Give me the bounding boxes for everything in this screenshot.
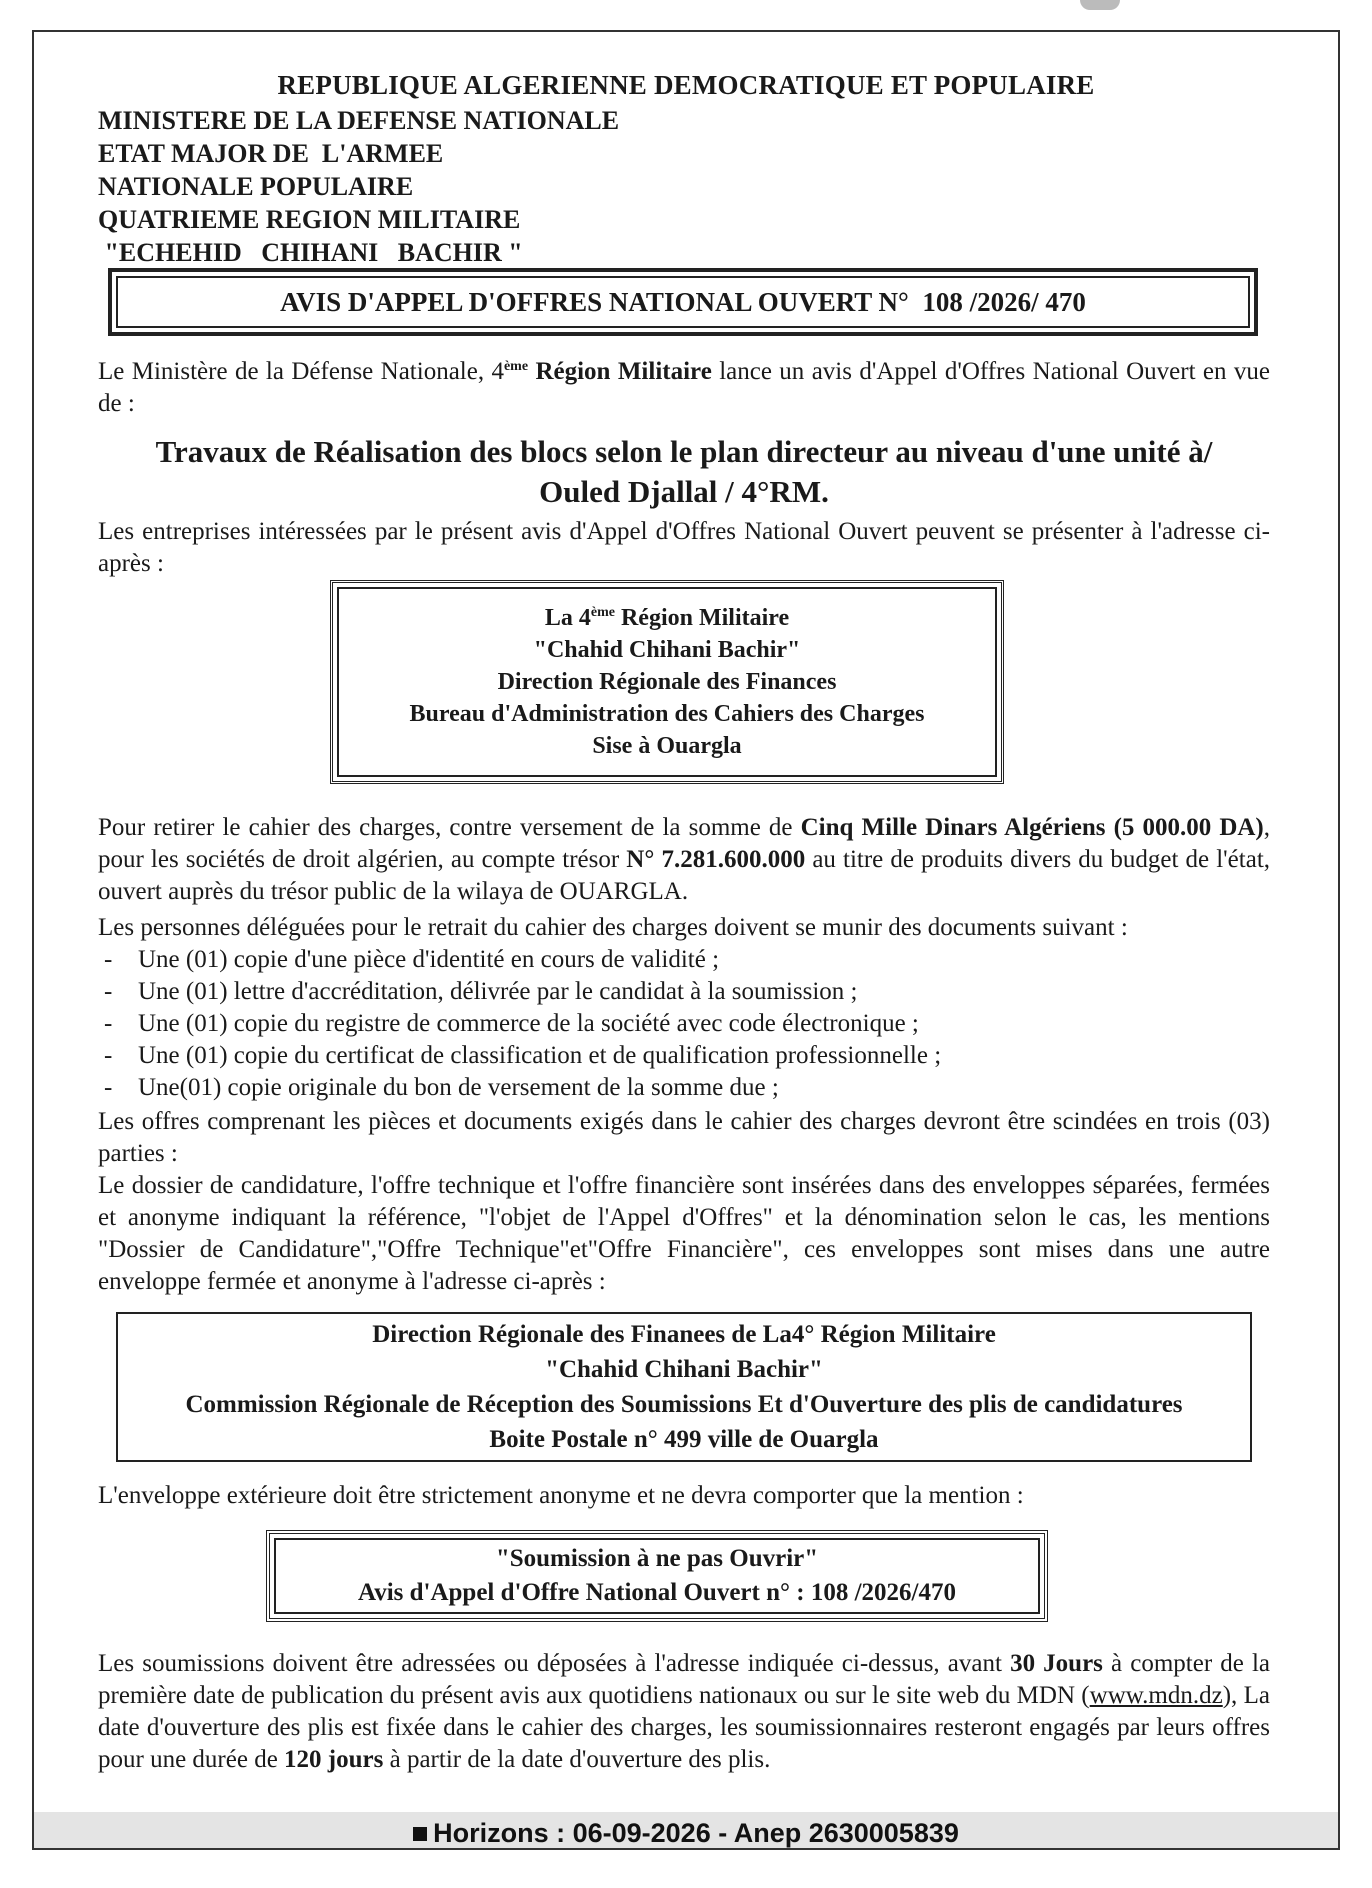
mdn-website-link[interactable]: www.mdn.dz (1089, 1682, 1223, 1709)
intro-sup: ème (503, 359, 529, 374)
address-box-content (337, 587, 997, 777)
address-line: "Chahid Chihani Bachir" (533, 637, 801, 663)
header-line: ETAT MAJOR DE L'ARMEE (98, 139, 444, 168)
commission-line: Commission Régionale de Réception des Soumissions Et d'Ouverture des plis de candidatures (185, 1391, 1183, 1418)
address-box (330, 580, 1004, 784)
mention-box (266, 1530, 1048, 1622)
ministry-header (98, 104, 619, 269)
header-line: MINISTERE DE LA DEFENSE NATIONALE (98, 106, 620, 135)
address-line: Bureau d'Administration des Cahiers des Charges (409, 701, 925, 727)
commission-box (116, 1312, 1252, 1462)
address-text: La 4 (544, 605, 591, 631)
list-item: - Une (01) lettre d'accréditation, délivrée par le candidat à la soumission ; (98, 976, 1270, 1008)
address-intro: Les entreprises intéressées par le présent avis d'Appel d'Offres National Ouvert peuvent se présenter à l'adresse ci-après : (98, 518, 1270, 577)
address-sup: ème (590, 605, 615, 620)
documents-list (98, 944, 1270, 1104)
header-line: QUATRIEME REGION MILITAIRE (98, 205, 521, 234)
delegates-intro: Les personnes déléguées pour le retrait du cahier des charges doivent se munir des documents suivant : (98, 914, 1128, 941)
intro-region: Région Militaire (535, 358, 712, 385)
republic-heading: REPUBLIQUE ALGERIENNE DEMOCRATIQUE ET POPULAIRE (277, 70, 1095, 100)
list-item: - Une (01) copie du registre de commerce de la société avec code électronique ; (98, 1008, 1270, 1040)
intro-paragraph (98, 356, 1270, 420)
footer-text: Horizons : 06-09-2026 - Anep 2630005839 (433, 1818, 959, 1848)
payment-text: au titre de produits divers du budget de l'état, ouvert auprès du trésor public de la wilaya de OUARGLA. (98, 846, 1271, 905)
address-line: Sise à Ouargla (592, 733, 742, 759)
scan-artifact (1080, 0, 1120, 10)
address-line: Direction Régionale des Finances (497, 669, 837, 695)
payment-amount-words: Cinq Mille Dinars Algériens (800, 814, 1106, 841)
commission-line: Boite Postale n° 499 ville de Ouargla (489, 1426, 879, 1453)
tender-title-prefix: AVIS D'APPEL D'OFFRES NATIONAL OUVERT N° (280, 286, 909, 317)
mention-line: Avis d'Appel d'Offre National Ouvert n° : 108 /2026/470 (358, 1579, 956, 1606)
documents-section (98, 912, 1270, 1104)
tender-title (116, 276, 1250, 328)
tender-number: 108 /2026/ 470 (922, 286, 1086, 317)
address-text: Région Militaire (620, 605, 790, 631)
subject-line: Ouled Djallal / 4°RM. (539, 474, 829, 509)
commission-line: Direction Régionale des Finanees de La4° Région Militaire (372, 1321, 996, 1348)
address-line (545, 602, 789, 634)
intro-text: Le Ministère de la Défense Nationale, 4 (98, 358, 504, 385)
list-item: - Une (01) copie du certificat de classification et de qualification professionnelle ; (98, 1040, 1270, 1072)
payment-text: , pour les sociétés de droit algérien, au compte trésor (98, 814, 1271, 873)
payment-text: Pour retirer le cahier des charges, contre versement de la somme de (98, 814, 793, 841)
offers-paragraph: Les offres comprenant les pièces et documents exigés dans le cahier des charges devront être scindées en trois (03) parties : (98, 1108, 1270, 1167)
commission-line: "Chahid Chihani Bachir" (545, 1356, 823, 1383)
list-item: - Une(01) copie originale du bon de versement de la somme due ; (98, 1072, 1270, 1104)
mention-line: "Soumission à ne pas Ouvrir" (495, 1545, 819, 1572)
payment-paragraph (98, 812, 1270, 908)
deadline-days: 30 Jours (1010, 1650, 1103, 1677)
mention-box-content (274, 1538, 1040, 1614)
intro-text-end: lance un avis d'Appel d'Offres National Ouvert en vue de : (98, 358, 1270, 417)
list-item: - Une (01) copie d'une pièce d'identité en cours de validité ; (98, 944, 1270, 976)
tender-title-box (108, 268, 1258, 336)
header-line: NATIONALE POPULAIRE (98, 172, 414, 201)
final-text: Les soumissions doivent être adressées ou déposées à l'adresse indiquée ci-dessus, avant (98, 1650, 1002, 1677)
tender-subject (98, 432, 1270, 512)
final-text: à compter de la première date de publication du présent avis aux quotidiens nationaux ou sur le site web du MDN ( (98, 1650, 1271, 1709)
subject-line: Travaux de Réalisation des blocs selon le plan directeur au niveau d'une unité à/ (155, 434, 1213, 469)
outer-envelope-paragraph: L'enveloppe extérieure doit être strictement anonyme et ne devra comporter que la mention : (98, 1482, 1024, 1509)
final-text: à partir de la date d'ouverture des plis. (389, 1746, 771, 1773)
final-paragraph (98, 1648, 1270, 1776)
header-line: "ECHEHID CHIHANI BACHIR " (98, 238, 523, 267)
final-text: ), La date d'ouverture des plis est fixée dans le cahier des charges, les soumissionnaires resteront engagés par leurs offres pour une durée de (98, 1682, 1270, 1773)
validity-days: 120 jours (284, 1746, 384, 1773)
envelope-paragraph: Le dossier de candidature, l'offre technique et l'offre financière sont insérées dans des enveloppes séparées, fermées et anonyme indiquant la référence, "l'objet de l'Appel d'Offres" et la dénomination selon le cas, les mentions "Dossier de Candidature","Offre Technique"et"Offre Financière", ces enveloppes sont mises dans une autre enveloppe fermée et anonyme à l'adresse ci-après : (98, 1172, 1270, 1295)
treasury-account: N° 7.281.600.000 (626, 846, 806, 873)
publication-footer (0, 1818, 1372, 1849)
square-bullet-icon (413, 1827, 427, 1841)
payment-amount: (5 000.00 DA) (1113, 814, 1264, 841)
